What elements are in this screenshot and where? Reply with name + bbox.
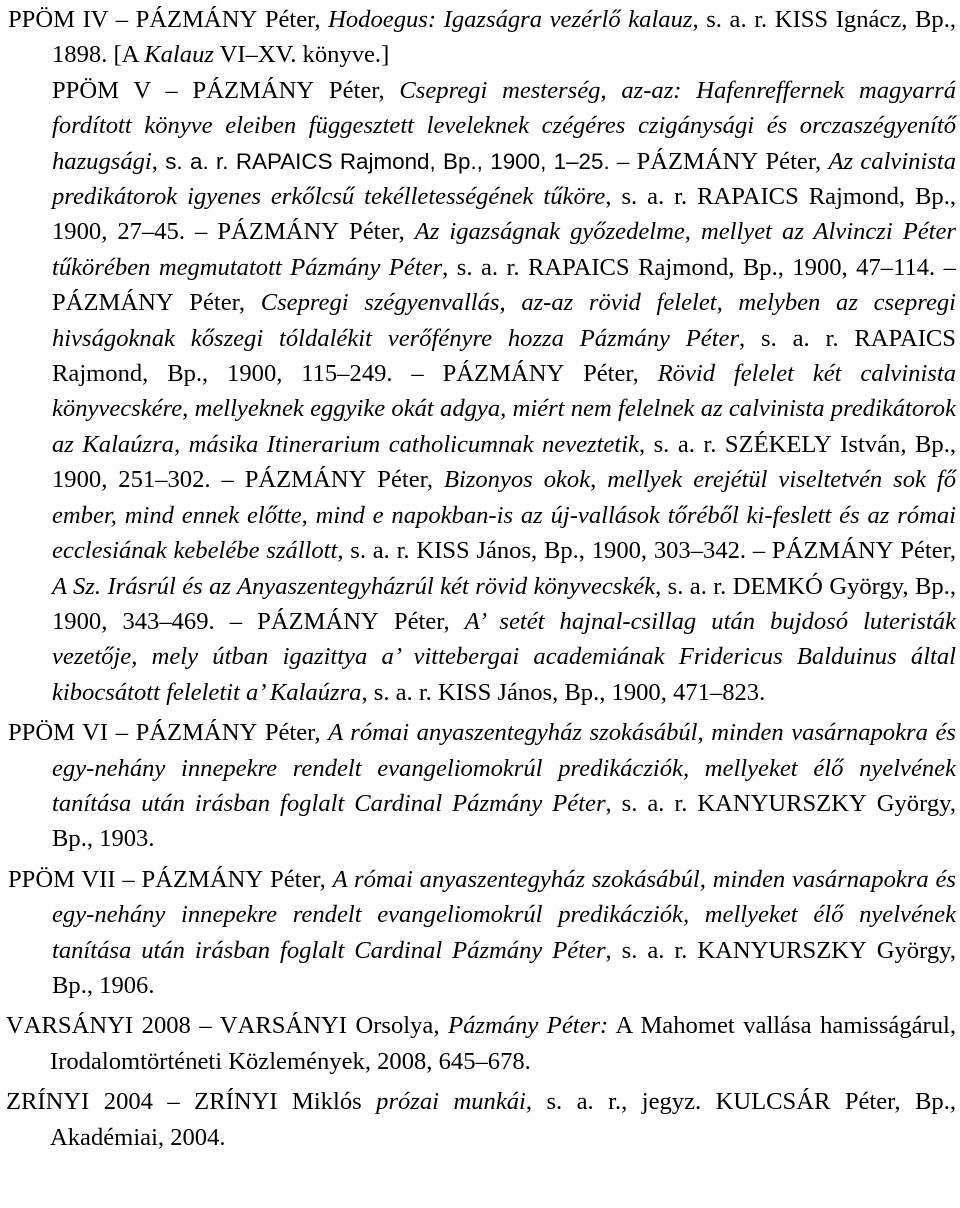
bibliography-entry-zrinyi-2004: ZRÍNYI 2004 – ZRÍNYI Miklós prózai munkái, s. a. r., jegyz. KULCSÁR Péter, Bp., Akadémiai, 2004. bbox=[6, 1088, 956, 1151]
bibliography-entry-ppom-iv-v: PPÖM IV – PÁZMÁNY Péter, Hodoegus: Igazságra vezérlő kalauz, s. a. r. KISS Ignácz, Bp., 1898. [A Kalauz VI–XV. könyve.] PPÖM V – PÁZMÁNY Péter, Csepregi mesterség, az-az: Hafenreffernek magyarrá fordított könyve eleiben függesztett leveleknek czégéres czigánysági és orczaszégyenítő hazugsági, s. a. r. RAPAICS Rajmond, Bp., 1900, 1–25. – PÁZMÁNY Péter, Az calvinista predikátorok igyenes erkőlcsű tekélletességének tűköre, s. a. r. RAPAICS Rajmond, Bp., 1900, 27–45. – PÁZMÁNY Péter, Az igazságnak győzedelme, mellyet az Alvinczi Péter tűkörében megmutatott Pázmány Péter, s. a. r. RAPAICS Rajmond, Bp., 1900, 47–114. – PÁZMÁNY Péter, Csepregi szégyenvallás, az-az rövid felelet, melyben az csepregi hivságoknak kőszegi tóldalékit verőfényre hozza Pázmány Péter, s. a. r. RAPAICS Rajmond, Bp., 1900, 115–249. – PÁZMÁNY Péter, Rövid felelet két calvinista könyvecskére, mellyeknek eggyike okát adgya, miért nem felelnek az calvinista predikátorok az Kalaúzra, másika Itinerarium catholicumnak neveztetik, s. a. r. SZÉKELY István, Bp., 1900, 251–302. – PÁZMÁNY Péter, Bizonyos okok, mellyek erejétül viseltetvén sok fő ember, mind ennek előtte, mind e napokban-is az új-vallások tőréből ki-feslett és az római ecclesiának kebelébe szállott, s. a. r. KISS János, Bp., 1900, 303–342. – PÁZMÁNY Péter, A Sz. Irásrúl és az Anyaszentegyházrúl két rövid könyvecskék, s. a. r. DEMKÓ György, Bp., 1900, 343–469. – PÁZMÁNY Péter, A’ setét hajnal-csillag után bujdosó luteristák vezetője, mely útban igazittya a’ vittebergai academiának Fridericus Balduinus által kibocsátott feleletit a’ Kalaúzra, s. a. r. KISS János, Bp., 1900, 471–823. bbox=[8, 6, 957, 706]
bibliography-entry-ppom-vi: PPÖM VI – PÁZMÁNY Péter, A római anyaszentegyház szokásábúl, minden vasárnapokra és egy-nehány innepekre rendelt evangeliomokrúl predikácziók, mellyeket élő nyelvének tanítása után irásban foglalt Cardinal Pázmány Péter, s. a. r. KANYURSZKY György, Bp., 1903. bbox=[8, 719, 956, 853]
bibliography-entry-ppom-vii: PPÖM VII – PÁZMÁNY Péter, A római anyaszentegyház szokásábúl, minden vasárnapokra és egy-nehány innepekre rendelt evangeliomokrúl predikácziók, mellyeket élő nyelvének tanítása után irásban foglalt Cardinal Pázmány Péter, s. a. r. KANYURSZKY György, Bp., 1906. bbox=[8, 865, 956, 999]
bibliography-entry-varsanyi-2008: VARSÁNYI 2008 – VARSÁNYI Orsolya, Pázmány Péter: A Mahomet vallása hamisságárul, Irodalomtörténeti Közlemények, 2008, 645–678. bbox=[6, 1012, 957, 1075]
